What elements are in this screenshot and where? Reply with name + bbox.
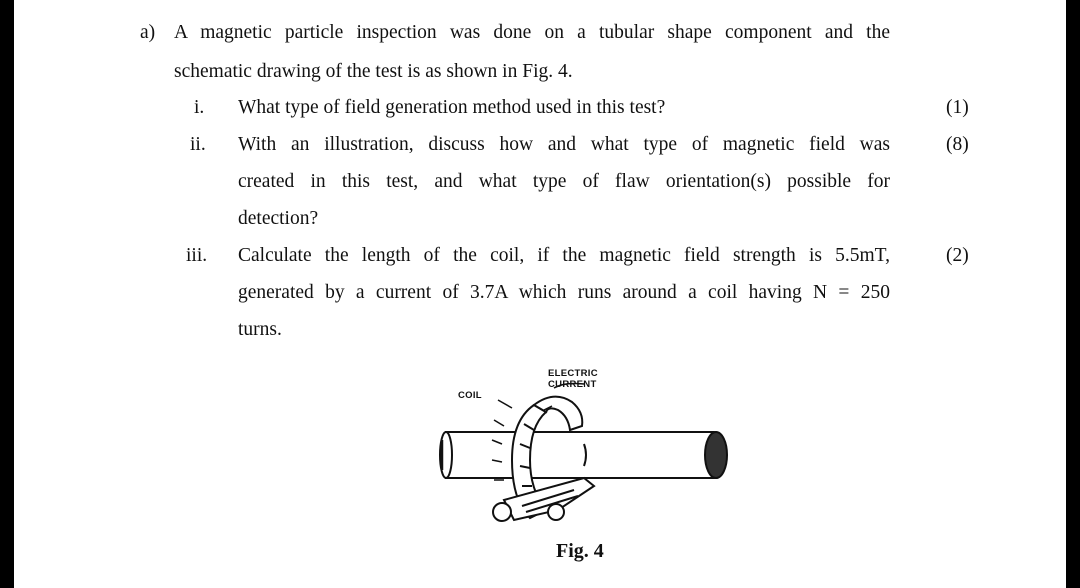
part-ii-line-1: With an illustration, discuss how and what type of magnetic field was <box>238 134 890 155</box>
question-intro-line-1: A magnetic particle inspection was done on a tubular shape component and the <box>174 22 890 43</box>
part-i-marks: (1) <box>946 97 969 118</box>
exam-page <box>14 0 1066 588</box>
figure-caption: Fig. 4 <box>556 540 604 562</box>
part-iii-line-1: Calculate the length of the coil, if the magnetic field strength is 5.5mT, <box>238 245 890 266</box>
coil-stand <box>493 478 594 521</box>
tube-component <box>440 432 726 478</box>
part-iii-number: iii. <box>186 245 208 266</box>
part-iii-line-3: turns. <box>238 319 282 340</box>
coil-label: COIL <box>458 390 482 401</box>
electric-current-label-line-2: CURRENT <box>548 379 597 390</box>
tube-end-cap <box>705 432 727 478</box>
electric-current-label <box>548 368 598 390</box>
question-label: a) <box>140 22 156 43</box>
coil-leader-line <box>498 400 512 408</box>
part-ii-number: ii. <box>190 134 206 155</box>
part-ii-line-3: detection? <box>238 208 319 229</box>
part-i-number: i. <box>194 97 205 118</box>
part-ii-marks: (8) <box>946 134 969 155</box>
part-iii-marks: (2) <box>946 245 969 266</box>
part-iii-line-2: generated by a current of 3.7A which runs around a coil having N = 250 <box>238 282 890 303</box>
electric-current-label-line-1: ELECTRIC <box>548 368 598 379</box>
part-ii-line-2: created in this test, and what type of flaw orientation(s) possible for <box>238 171 890 192</box>
question-intro-line-2: schematic drawing of the test is as shown in Fig. 4. <box>174 61 573 82</box>
part-i-text: What type of field generation method used in this test? <box>238 97 666 118</box>
